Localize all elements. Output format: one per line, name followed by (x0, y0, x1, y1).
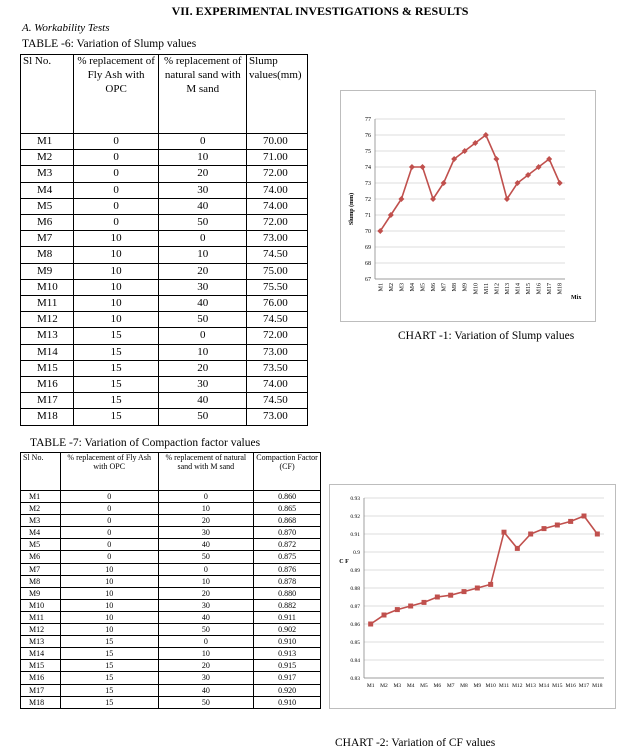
cell-mix: M15 (21, 660, 61, 672)
cell-value: 0.860 (254, 491, 321, 503)
cell-value: 0.910 (254, 696, 321, 708)
table-row (21, 539, 321, 551)
cell-value: 0.875 (254, 551, 321, 563)
x-tick-label: M1 (378, 283, 385, 292)
data-point (595, 532, 600, 537)
cell-flyash: 10 (60, 624, 158, 636)
data-point (557, 180, 563, 186)
cell-msand: 10 (158, 575, 254, 587)
cell-mix: M10 (21, 279, 74, 295)
table-row (21, 312, 308, 328)
slump-table-body (21, 134, 308, 426)
y-tick-label: 0.93 (350, 496, 360, 502)
y-tick-label: 75 (365, 149, 371, 155)
cell-mix: M10 (21, 599, 61, 611)
y-tick-label: 70 (365, 229, 371, 235)
cell-flyash: 0 (60, 539, 158, 551)
y-tick-label: 0.89 (350, 568, 360, 574)
cell-msand: 40 (158, 684, 254, 696)
col-header-flyash: % replacement of Fly Ash with OPC (60, 453, 158, 491)
data-point (493, 156, 499, 162)
data-point (582, 514, 587, 519)
table-row (21, 491, 321, 503)
cell-value: 75.00 (247, 263, 308, 279)
data-point (422, 600, 427, 605)
table-row (21, 648, 321, 660)
cell-flyash: 0 (73, 182, 159, 198)
cell-msand: 30 (158, 527, 254, 539)
cell-flyash: 15 (73, 360, 159, 376)
cell-mix: M4 (21, 527, 61, 539)
cell-value: 70.00 (247, 134, 308, 150)
cell-msand: 20 (159, 263, 247, 279)
cell-msand: 30 (159, 377, 247, 393)
cell-mix: M16 (21, 672, 61, 684)
x-tick-label: M8 (452, 283, 459, 292)
cell-msand: 40 (158, 539, 254, 551)
cell-mix: M8 (21, 575, 61, 587)
cell-mix: M3 (21, 166, 74, 182)
x-tick-label: M5 (420, 283, 427, 292)
cell-flyash: 10 (60, 575, 158, 587)
cell-value: 0.911 (254, 611, 321, 623)
cell-value: 73.00 (247, 344, 308, 360)
cell-flyash: 15 (60, 648, 158, 660)
x-tick-label: M6 (433, 683, 442, 689)
x-tick-label: M9 (462, 283, 469, 292)
x-axis-title: Mix (571, 295, 582, 301)
cell-msand: 50 (159, 215, 247, 231)
data-point (382, 613, 387, 618)
cell-flyash: 10 (73, 263, 159, 279)
cell-msand: 50 (159, 409, 247, 425)
table-row (21, 296, 308, 312)
cell-value: 73.50 (247, 360, 308, 376)
cell-msand: 30 (158, 599, 254, 611)
y-tick-label: 0.85 (350, 640, 360, 646)
cell-value: 72.00 (247, 328, 308, 344)
data-point (368, 622, 373, 627)
cell-msand: 50 (159, 312, 247, 328)
cell-mix: M17 (21, 393, 74, 409)
cell-mix: M1 (21, 491, 61, 503)
cell-mix: M18 (21, 409, 74, 425)
cell-flyash: 10 (73, 296, 159, 312)
cell-msand: 0 (158, 491, 254, 503)
cell-mix: M11 (21, 296, 74, 312)
cell-msand: 20 (158, 587, 254, 599)
table-row (21, 134, 308, 150)
cell-msand: 20 (158, 660, 254, 672)
y-tick-label: 0.86 (350, 622, 360, 628)
cell-msand: 0 (158, 563, 254, 575)
x-tick-label: M15 (552, 683, 563, 689)
x-tick-label: M12 (494, 283, 501, 295)
cell-flyash: 15 (60, 660, 158, 672)
cell-flyash: 15 (73, 377, 159, 393)
cell-msand: 10 (159, 247, 247, 263)
table-row (21, 660, 321, 672)
cell-value: 0.878 (254, 575, 321, 587)
cell-value: 74.50 (247, 247, 308, 263)
table-row (21, 503, 321, 515)
cell-flyash: 10 (60, 587, 158, 599)
cell-mix: M3 (21, 515, 61, 527)
cell-value: 74.00 (247, 198, 308, 214)
table-row (21, 515, 321, 527)
cell-msand: 20 (159, 360, 247, 376)
table-row (21, 377, 308, 393)
table-row (21, 231, 308, 247)
x-tick-label: M11 (483, 283, 490, 295)
cell-value: 73.00 (247, 231, 308, 247)
col-header-msand: % replacement of natural sand with M sand (159, 55, 247, 134)
cell-value: 74.00 (247, 377, 308, 393)
table-row (21, 409, 308, 425)
table-row (21, 393, 308, 409)
y-tick-label: 0.83 (350, 676, 360, 682)
table-row (21, 624, 321, 636)
cell-flyash: 15 (73, 393, 159, 409)
cell-value: 0.876 (254, 563, 321, 575)
cell-flyash: 15 (73, 409, 159, 425)
cell-flyash: 0 (73, 166, 159, 182)
table-row (21, 215, 308, 231)
data-point (568, 519, 573, 524)
y-tick-label: 0.91 (350, 532, 360, 538)
cell-value: 0.870 (254, 527, 321, 539)
cell-flyash: 15 (60, 696, 158, 708)
cell-value: 0.915 (254, 660, 321, 672)
y-tick-label: 67 (365, 277, 371, 283)
y-tick-label: 0.87 (350, 604, 360, 610)
table7-caption: TABLE -7: Variation of Compaction factor values (30, 437, 261, 449)
cell-flyash: 0 (60, 527, 158, 539)
cell-msand: 40 (158, 611, 254, 623)
col-header-msand: % replacement of natural sand with M sand (158, 453, 254, 491)
cell-value: 73.00 (247, 409, 308, 425)
cell-msand: 0 (159, 328, 247, 344)
cell-flyash: 10 (73, 247, 159, 263)
y-tick-label: 0.9 (353, 550, 360, 556)
cell-value: 0.882 (254, 599, 321, 611)
subsection-title: A. Workability Tests (22, 22, 110, 34)
cell-msand: 30 (159, 182, 247, 198)
cell-mix: M15 (21, 360, 74, 376)
x-tick-label: M3 (399, 283, 406, 292)
cf-table-body (21, 491, 321, 709)
cell-mix: M13 (21, 328, 74, 344)
table-row (21, 527, 321, 539)
cell-value: 72.00 (247, 215, 308, 231)
table-row (21, 563, 321, 575)
table-row (21, 182, 308, 198)
cell-msand: 10 (158, 503, 254, 515)
x-tick-label: M15 (526, 283, 533, 295)
cell-msand: 20 (158, 515, 254, 527)
x-tick-label: M8 (460, 683, 468, 689)
y-tick-label: 0.88 (350, 586, 360, 592)
col-header-sl: Sl No. (21, 55, 74, 134)
slump-table (20, 54, 308, 426)
y-tick-label: 76 (365, 133, 371, 139)
data-point (555, 523, 560, 528)
table-row (21, 150, 308, 166)
data-point (502, 530, 507, 535)
y-tick-label: 0.84 (350, 658, 360, 664)
data-point (435, 595, 440, 600)
table-row (21, 611, 321, 623)
cell-value: 76.00 (247, 296, 308, 312)
cell-mix: M14 (21, 648, 61, 660)
cell-mix: M13 (21, 636, 61, 648)
data-point (475, 586, 480, 591)
cell-msand: 30 (158, 672, 254, 684)
cell-flyash: 10 (73, 312, 159, 328)
cell-msand: 10 (159, 344, 247, 360)
cell-mix: M2 (21, 503, 61, 515)
cell-flyash: 15 (73, 344, 159, 360)
cell-mix: M6 (21, 551, 61, 563)
cell-value: 0.865 (254, 503, 321, 515)
table-row (21, 198, 308, 214)
cell-mix: M18 (21, 696, 61, 708)
table-row (21, 166, 308, 182)
cell-value: 0.910 (254, 636, 321, 648)
y-tick-label: 71 (365, 213, 371, 219)
y-tick-label: 74 (365, 165, 371, 171)
x-tick-label: M2 (388, 283, 395, 292)
cell-msand: 50 (158, 624, 254, 636)
cell-value: 74.00 (247, 182, 308, 198)
x-tick-label: M1 (366, 683, 375, 689)
table6-caption: TABLE -6: Variation of Slump values (22, 38, 197, 50)
cell-msand: 40 (159, 393, 247, 409)
cell-flyash: 10 (73, 231, 159, 247)
cell-msand: 40 (159, 296, 247, 312)
table-row (21, 360, 308, 376)
x-tick-label: M7 (441, 283, 448, 292)
cell-mix: M17 (21, 684, 61, 696)
x-tick-label: M18 (592, 683, 603, 689)
col-header-cf: Compaction Factor (CF) (254, 453, 321, 491)
x-tick-label: M10 (473, 283, 480, 295)
chart1-box (340, 90, 596, 322)
cell-flyash: 15 (60, 672, 158, 684)
table-row (21, 684, 321, 696)
cell-value: 0.913 (254, 648, 321, 660)
table-row (21, 263, 308, 279)
x-tick-label: M3 (393, 683, 402, 689)
cell-flyash: 10 (73, 279, 159, 295)
section-heading: VII. EXPERIMENTAL INVESTIGATIONS & RESULTS (171, 4, 469, 18)
cell-msand: 30 (159, 279, 247, 295)
x-tick-label: M17 (547, 283, 554, 295)
table-row (21, 344, 308, 360)
cell-msand: 10 (159, 150, 247, 166)
table-header-row (21, 453, 321, 491)
cell-flyash: 0 (73, 198, 159, 214)
data-point (408, 604, 413, 609)
data-point (395, 607, 400, 612)
cell-flyash: 15 (60, 636, 158, 648)
cell-mix: M14 (21, 344, 74, 360)
cell-flyash: 0 (73, 150, 159, 166)
col-header-slump: Slump values(mm) (247, 55, 308, 134)
cell-value: 0.880 (254, 587, 321, 599)
x-tick-label: M18 (557, 283, 564, 295)
x-tick-label: M13 (504, 283, 511, 295)
cell-value: 74.50 (247, 393, 308, 409)
cell-mix: M12 (21, 624, 61, 636)
x-tick-label: M7 (446, 683, 455, 689)
x-tick-label: M16 (565, 683, 576, 689)
table-row (21, 551, 321, 563)
cell-mix: M16 (21, 377, 74, 393)
table-row (21, 328, 308, 344)
x-tick-label: M4 (409, 283, 416, 292)
table-row (21, 672, 321, 684)
table-row (21, 696, 321, 708)
x-tick-label: M12 (512, 683, 523, 689)
col-header-flyash: % replacement of Fly Ash with OPC (73, 55, 159, 134)
data-point (420, 164, 426, 170)
data-point (542, 526, 547, 531)
cell-flyash: 0 (60, 503, 158, 515)
slump-chart (341, 91, 595, 321)
cell-flyash: 0 (60, 551, 158, 563)
x-tick-label: M2 (380, 683, 388, 689)
y-tick-label: 72 (365, 197, 371, 203)
x-tick-label: M11 (498, 683, 510, 689)
cell-value: 0.872 (254, 539, 321, 551)
x-tick-label: M4 (406, 683, 415, 689)
cell-value: 0.902 (254, 624, 321, 636)
cell-flyash: 15 (60, 684, 158, 696)
cell-flyash: 0 (60, 515, 158, 527)
cell-flyash: 10 (60, 599, 158, 611)
cell-value: 71.00 (247, 150, 308, 166)
x-tick-label: M14 (538, 683, 550, 689)
cell-value: 72.00 (247, 166, 308, 182)
cell-msand: 0 (158, 636, 254, 648)
chart2-box (329, 484, 616, 709)
x-tick-label: M14 (515, 283, 522, 295)
data-point (515, 546, 520, 551)
cell-mix: M5 (21, 539, 61, 551)
data-point (448, 593, 453, 598)
y-axis-title: C F (339, 559, 349, 565)
x-tick-label: M10 (485, 683, 496, 689)
cell-mix: M8 (21, 247, 74, 263)
y-tick-label: 0.92 (350, 514, 360, 520)
y-tick-label: 69 (365, 245, 371, 251)
table-row (21, 587, 321, 599)
chart2-caption: CHART -2: Variation of CF values (335, 737, 496, 749)
cell-msand: 40 (159, 198, 247, 214)
cf-chart (330, 485, 615, 708)
table-row (21, 247, 308, 263)
cell-mix: M7 (21, 231, 74, 247)
cell-msand: 0 (159, 231, 247, 247)
x-tick-label: M5 (420, 683, 428, 689)
x-tick-label: M13 (525, 683, 536, 689)
y-axis-title: Slump (mm) (349, 192, 355, 226)
cell-value: 75.50 (247, 279, 308, 295)
table-row (21, 575, 321, 587)
cell-mix: M5 (21, 198, 74, 214)
y-tick-label: 73 (365, 181, 371, 187)
cell-flyash: 0 (73, 215, 159, 231)
cell-flyash: 15 (73, 328, 159, 344)
cf-table (20, 452, 321, 709)
cell-mix: M4 (21, 182, 74, 198)
cell-value: 0.917 (254, 672, 321, 684)
data-point (462, 589, 467, 594)
x-tick-label: M9 (473, 683, 482, 689)
cell-mix: M9 (21, 263, 74, 279)
cell-flyash: 10 (60, 611, 158, 623)
cell-msand: 0 (159, 134, 247, 150)
table-row (21, 636, 321, 648)
table-row (21, 279, 308, 295)
cell-msand: 20 (159, 166, 247, 182)
cell-mix: M9 (21, 587, 61, 599)
cell-mix: M6 (21, 215, 74, 231)
x-tick-label: M6 (431, 283, 438, 292)
cell-flyash: 10 (60, 563, 158, 575)
cell-msand: 50 (158, 696, 254, 708)
cell-value: 74.50 (247, 312, 308, 328)
cell-value: 0.920 (254, 684, 321, 696)
cell-value: 0.868 (254, 515, 321, 527)
table-header-row (21, 55, 308, 134)
cell-msand: 50 (158, 551, 254, 563)
cell-mix: M7 (21, 563, 61, 575)
y-tick-label: 77 (365, 117, 371, 123)
y-tick-label: 68 (365, 261, 371, 267)
cell-msand: 10 (158, 648, 254, 660)
table-row (21, 599, 321, 611)
cell-mix: M12 (21, 312, 74, 328)
cell-flyash: 0 (60, 491, 158, 503)
cell-mix: M1 (21, 134, 74, 150)
x-tick-label: M16 (536, 283, 543, 295)
cell-mix: M11 (21, 611, 61, 623)
cell-flyash: 0 (73, 134, 159, 150)
data-point (409, 164, 415, 170)
x-tick-label: M17 (578, 683, 590, 689)
cell-mix: M2 (21, 150, 74, 166)
data-point (528, 532, 533, 537)
chart1-caption: CHART -1: Variation of Slump values (398, 330, 575, 342)
data-point (488, 582, 493, 587)
col-header-sl: Sl No. (21, 453, 61, 491)
